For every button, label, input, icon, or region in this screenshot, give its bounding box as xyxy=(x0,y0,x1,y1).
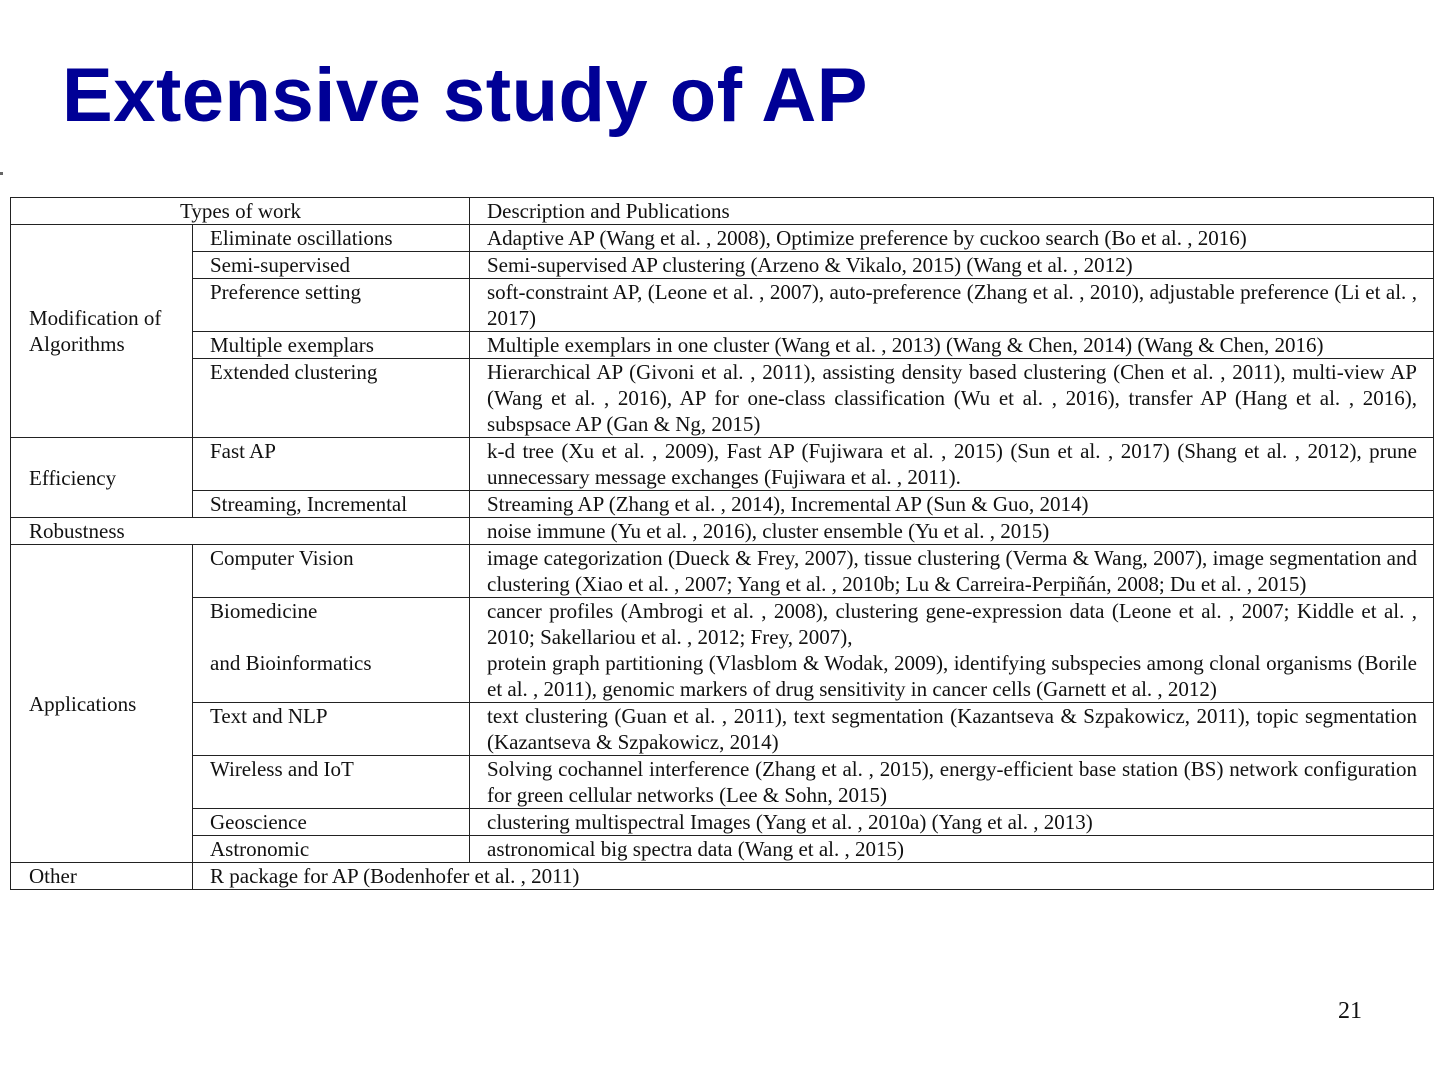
table-row xyxy=(11,703,1434,756)
work-description: k-d tree (Xu et al. , 2009), Fast AP (Fujiwara et al. , 2015) (Sun et al. , 2017) (Shang et al. , 2012), prune unnecessary message exchanges (Fujiwara et al. , 2011). xyxy=(470,438,1434,491)
work-type: Preference setting xyxy=(193,279,470,332)
work-description: Multiple exemplars in one cluster (Wang et al. , 2013) (Wang & Chen, 2014) (Wang & Chen, 2016) xyxy=(470,332,1434,359)
table-row xyxy=(11,252,1434,279)
work-type: Computer Vision xyxy=(193,545,470,598)
table-row xyxy=(11,279,1434,332)
work-description: clustering multispectral Images (Yang et al. , 2010a) (Yang et al. , 2013) xyxy=(470,809,1434,836)
work-description: Solving cochannel interference (Zhang et al. , 2015), energy-efficient base station (BS) network configuration for green cellular networks (Lee & Sohn, 2015) xyxy=(470,756,1434,809)
table-row xyxy=(11,332,1434,359)
spacer xyxy=(210,624,453,650)
work-type: Text and NLP xyxy=(193,703,470,756)
header-description: Description and Publications xyxy=(470,198,1434,225)
table-row xyxy=(11,863,1434,890)
work-type: Wireless and IoT xyxy=(193,756,470,809)
work-type: Geoscience xyxy=(193,809,470,836)
header-types-of-work: Types of work xyxy=(11,198,470,225)
edge-mark xyxy=(0,172,3,175)
page-number: 21 xyxy=(1338,998,1362,1024)
work-description: Streaming AP (Zhang et al. , 2014), Incremental AP (Sun & Guo, 2014) xyxy=(470,491,1434,518)
category-applications: Applications xyxy=(11,545,193,863)
table-row xyxy=(11,756,1434,809)
work-description: image categorization (Dueck & Frey, 2007), tissue clustering (Verma & Wang, 2007), image segmentation and clustering (Xiao et al. , 2007; Yang et al. , 2010b; Lu & Carreira-Perpiñán, 2008; Du et al. , 2015) xyxy=(470,545,1434,598)
work-type: Astronomic xyxy=(193,836,470,863)
work-description: Adaptive AP (Wang et al. , 2008), Optimize preference by cuckoo search (Bo et al. , 2016) xyxy=(470,225,1434,252)
category-robustness: Robustness xyxy=(11,518,470,545)
work-description: text clustering (Guan et al. , 2011), text segmentation (Kazantseva & Szpakowicz, 2011), topic segmentation (Kazantseva & Szpakowicz, 2014) xyxy=(470,703,1434,756)
work-type: Multiple exemplars xyxy=(193,332,470,359)
work-description: soft-constraint AP, (Leone et al. , 2007), auto-preference (Zhang et al. , 2010), adjustable preference (Li et al. , 2017) xyxy=(470,279,1434,332)
table-row xyxy=(11,598,1434,703)
table-row xyxy=(11,491,1434,518)
work-type: Eliminate oscillations xyxy=(193,225,470,252)
table-row xyxy=(11,809,1434,836)
table-row xyxy=(11,225,1434,252)
description-part: protein graph partitioning (Vlasblom & Wodak, 2009), identifying subspecies among clonal organisms (Borile et al. , 2011), genomic markers of drug sensitivity in cancer cells (Garnett et al. , 2012) xyxy=(487,651,1417,701)
table-row xyxy=(11,518,1434,545)
table-row xyxy=(11,359,1434,438)
table-row xyxy=(11,545,1434,598)
work-type: Extended clustering xyxy=(193,359,470,438)
work-type: Semi-supervised xyxy=(193,252,470,279)
ap-studies-table xyxy=(10,197,1434,890)
work-description: noise immune (Yu et al. , 2016), cluster ensemble (Yu et al. , 2015) xyxy=(470,518,1434,545)
work-type xyxy=(193,598,470,703)
description-part: cancer profiles (Ambrogi et al. , 2008), clustering gene-expression data (Leone et al. , 2007; Kiddle et al. , 2010; Sakellariou et al. , 2012; Frey, 2007), xyxy=(487,599,1417,649)
work-type: Fast AP xyxy=(193,438,470,491)
work-type-line: and Bioinformatics xyxy=(210,651,372,675)
work-description: Hierarchical AP (Givoni et al. , 2011), assisting density based clustering (Chen et al. , 2011), multi-view AP (Wang et al. , 2016), AP for one-class classification (Wu et al. , 2016), transfer AP (Hang et al. , 2016), subspsace AP (Gan & Ng, 2015) xyxy=(470,359,1434,438)
work-description: Semi-supervised AP clustering (Arzeno & Vikalo, 2015) (Wang et al. , 2012) xyxy=(470,252,1434,279)
work-description xyxy=(470,598,1434,703)
slide-title: Extensive study of AP xyxy=(62,53,868,138)
table-row xyxy=(11,438,1434,491)
category-efficiency: Efficiency xyxy=(11,438,193,518)
category-modification: Modification of Algorithms xyxy=(11,225,193,438)
table-row xyxy=(11,836,1434,863)
work-description: R package for AP (Bodenhofer et al. , 2011) xyxy=(193,863,1434,890)
work-type-line: Biomedicine xyxy=(210,599,318,623)
table-header-row xyxy=(11,198,1434,225)
category-other: Other xyxy=(11,863,193,890)
work-type: Streaming, Incremental xyxy=(193,491,470,518)
work-description: astronomical big spectra data (Wang et al. , 2015) xyxy=(470,836,1434,863)
